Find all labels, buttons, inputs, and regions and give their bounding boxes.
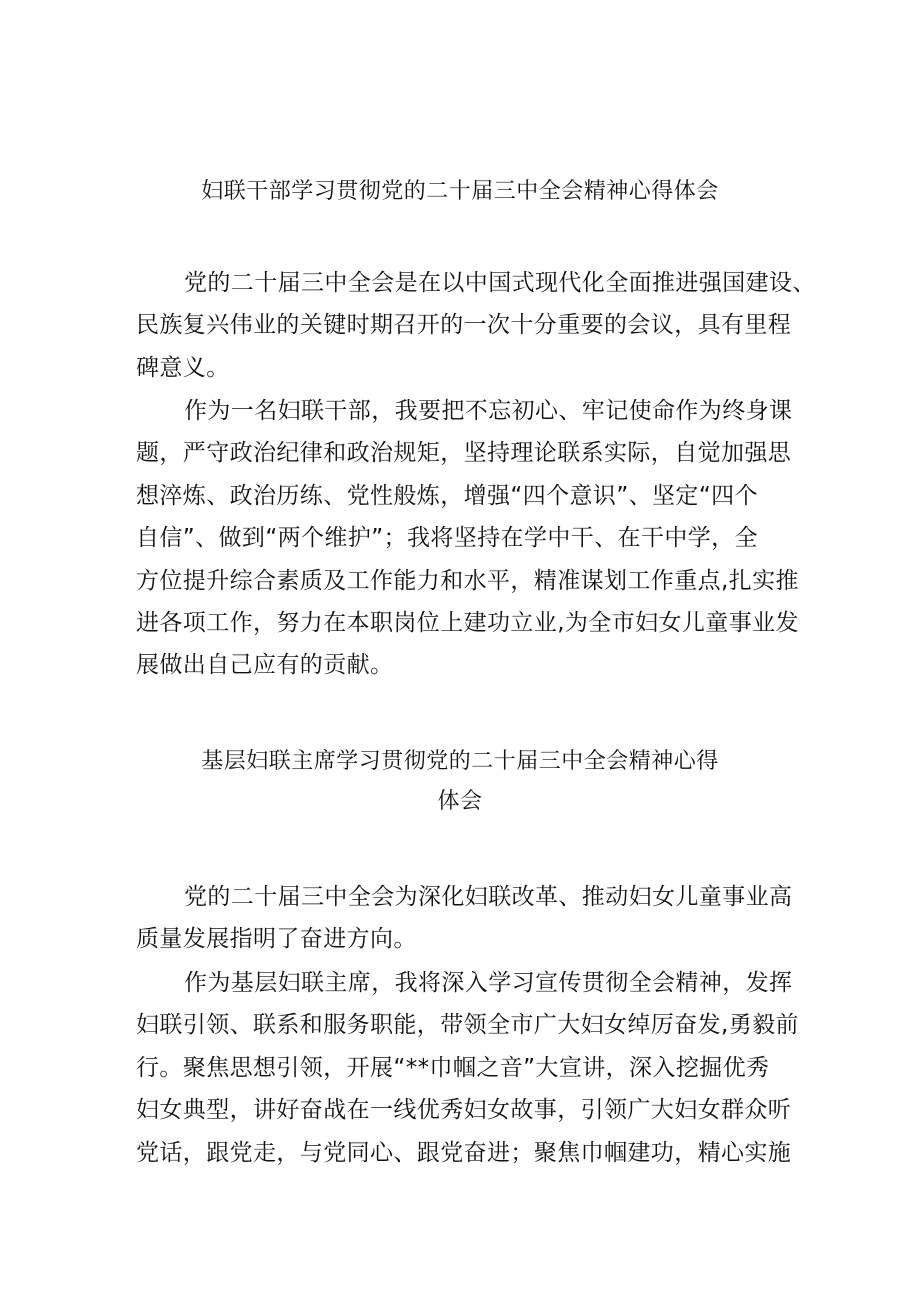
text-line: 作为一名妇联干部，我要把不忘初心、牢记使命作为终身课 [184,398,793,424]
text-line: 方位提升综合素质及工作能力和水平，精准谋划工作重点,扎实推 [136,567,799,594]
section2-title [0,742,920,822]
text-line: 题，严守政治纪律和政治规矩，坚持理论联系实际，自觉加强思 [136,440,792,467]
section1-title-text: 妇联干部学习贯彻党的二十届三中全会精神心得体会 [201,179,719,204]
text-line: 碑意义。 [136,354,230,381]
text-line: 进各项工作，努力在本职岗位上建功立业,为全市妇女儿童事业发 [136,609,799,636]
text-line: 妇联引领、联系和服务职能，带领全市广大妇女绰厉奋发,勇毅前 [136,1012,799,1039]
text-line: 自信”、做到“两个维护”；我将坚持在学中干、在干中学，全 [136,525,758,552]
section1-title [0,172,920,212]
text-line: 想淬炼、政治历练、党性般炼，增强“四个意识”、坚定“四个 [136,482,758,509]
section2-title-line: 基层妇联主席学习贯彻党的二十届三中全会精神心得 [201,749,719,774]
text-line: 党的二十届三中全会是在以中国式现代化全面推进强国建设、 [184,270,816,296]
text-line: 作为基层妇联主席，我将深入学习宣传贯彻全会精神，发挥 [184,970,793,996]
text-line: 民族复兴伟业的关键时期召开的一次十分重要的会议，具有里程 [136,312,792,339]
text-line: 党话，跟党走，与党同心、跟党奋进；聚焦巾帼建功，精心实施 [136,1139,792,1166]
section2-paragraph-1 [136,876,796,961]
section1-paragraph-1 [136,262,816,389]
section2-title-line: 体会 [437,789,483,814]
section1-paragraph-2 [136,390,799,687]
text-line: 党的二十届三中全会为深化妇联改革、推动妇女儿童事业高 [184,884,793,910]
text-line: 展做出自己应有的贡献。 [136,652,394,679]
section2-paragraph-2 [136,962,799,1174]
text-line: 质量发展指明了奋进方向。 [136,926,417,953]
text-line: 行。聚焦思想引领，开展“**巾帼之音”大宣讲，深入挖掘优秀 [136,1054,770,1081]
text-line: 妇女典型，讲好奋战在一线优秀妇女故事，引领广大妇女群众听 [136,1097,792,1124]
